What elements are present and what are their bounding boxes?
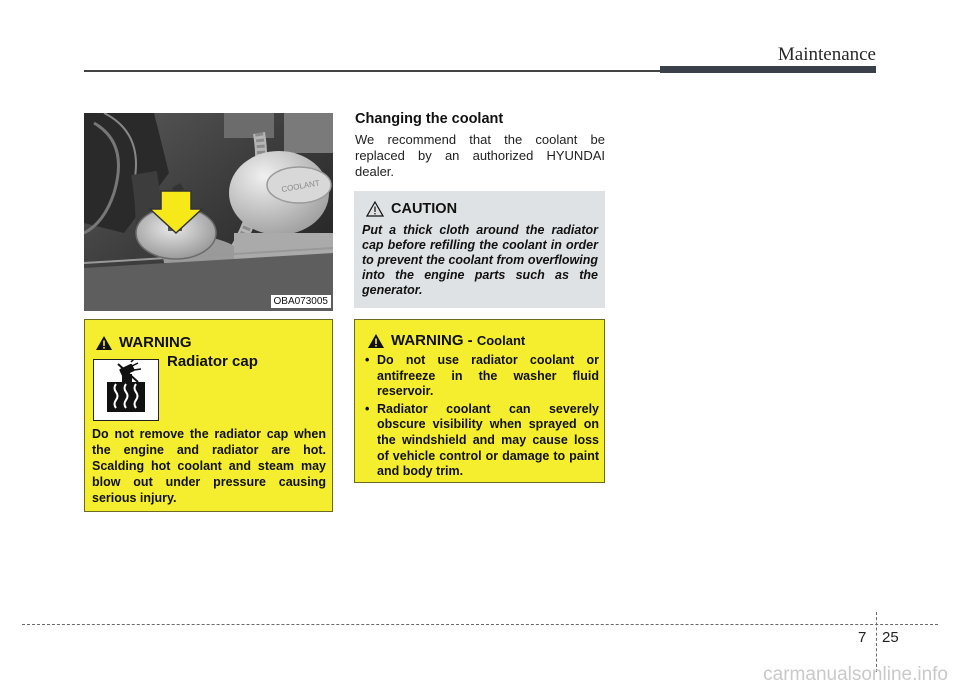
warning-coolant-box [354,319,605,483]
section-body-text: We recommend that the coolant be replaced by an authorized HYUNDAI dealer. [355,132,605,179]
chapter-number: 7 [858,629,867,646]
section-heading: Changing the coolant [355,111,504,127]
page-section-title: Maintenance [777,44,876,65]
caution-header [366,201,457,217]
radiator-cap-illustration [84,113,333,311]
warning-left-title: WARNING [119,334,192,351]
hot-radiator-warning-icon [93,359,159,421]
warning-right-header [367,332,525,349]
photo-caption: OBA073005 [271,295,332,308]
caution-triangle-icon [366,201,384,217]
list-item: • Radiator coolant can severely obscure visibility when sprayed on the windshield and may cause loss of vehicle control or damage to paint and body trim. [363,402,599,480]
warning-right-title-suffix: Coolant [476,333,526,348]
caution-title: CAUTION [391,201,458,217]
warning-radiator-cap-box [84,319,333,512]
warning-right-title [391,332,525,349]
footer-divider [876,612,877,672]
list-item: • Do not use radiator coolant or antifreeze in the washer fluid reservoir. [363,353,599,400]
warning-triangle-icon [367,333,385,349]
header-rule [84,70,660,72]
caution-box [354,191,605,308]
engine-bay-photo [84,113,333,311]
caution-body: Put a thick cloth around the radiator cap before refilling the coolant in order to prevent the coolant from overflowing into the engine parts such as the generator. [362,223,598,297]
warning-left-subtitle: Radiator cap [167,353,258,370]
reservoir-cap-label: COOLANT [280,178,321,195]
warning-triangle-icon [95,335,113,351]
page-number: 25 [882,629,899,646]
footer-rule [22,624,938,625]
header-accent-bar [660,66,876,73]
warning-right-list [363,353,599,482]
warning-left-body: Do not remove the radiator cap when the engine and radiator are hot. Scalding hot coolant and steam may blow out under pressure causing serious injury. [92,427,326,505]
watermark: carmanualsonline.info [763,664,948,685]
warning-left-header [95,334,192,351]
warning-right-title-main: WARNING - [391,332,477,349]
